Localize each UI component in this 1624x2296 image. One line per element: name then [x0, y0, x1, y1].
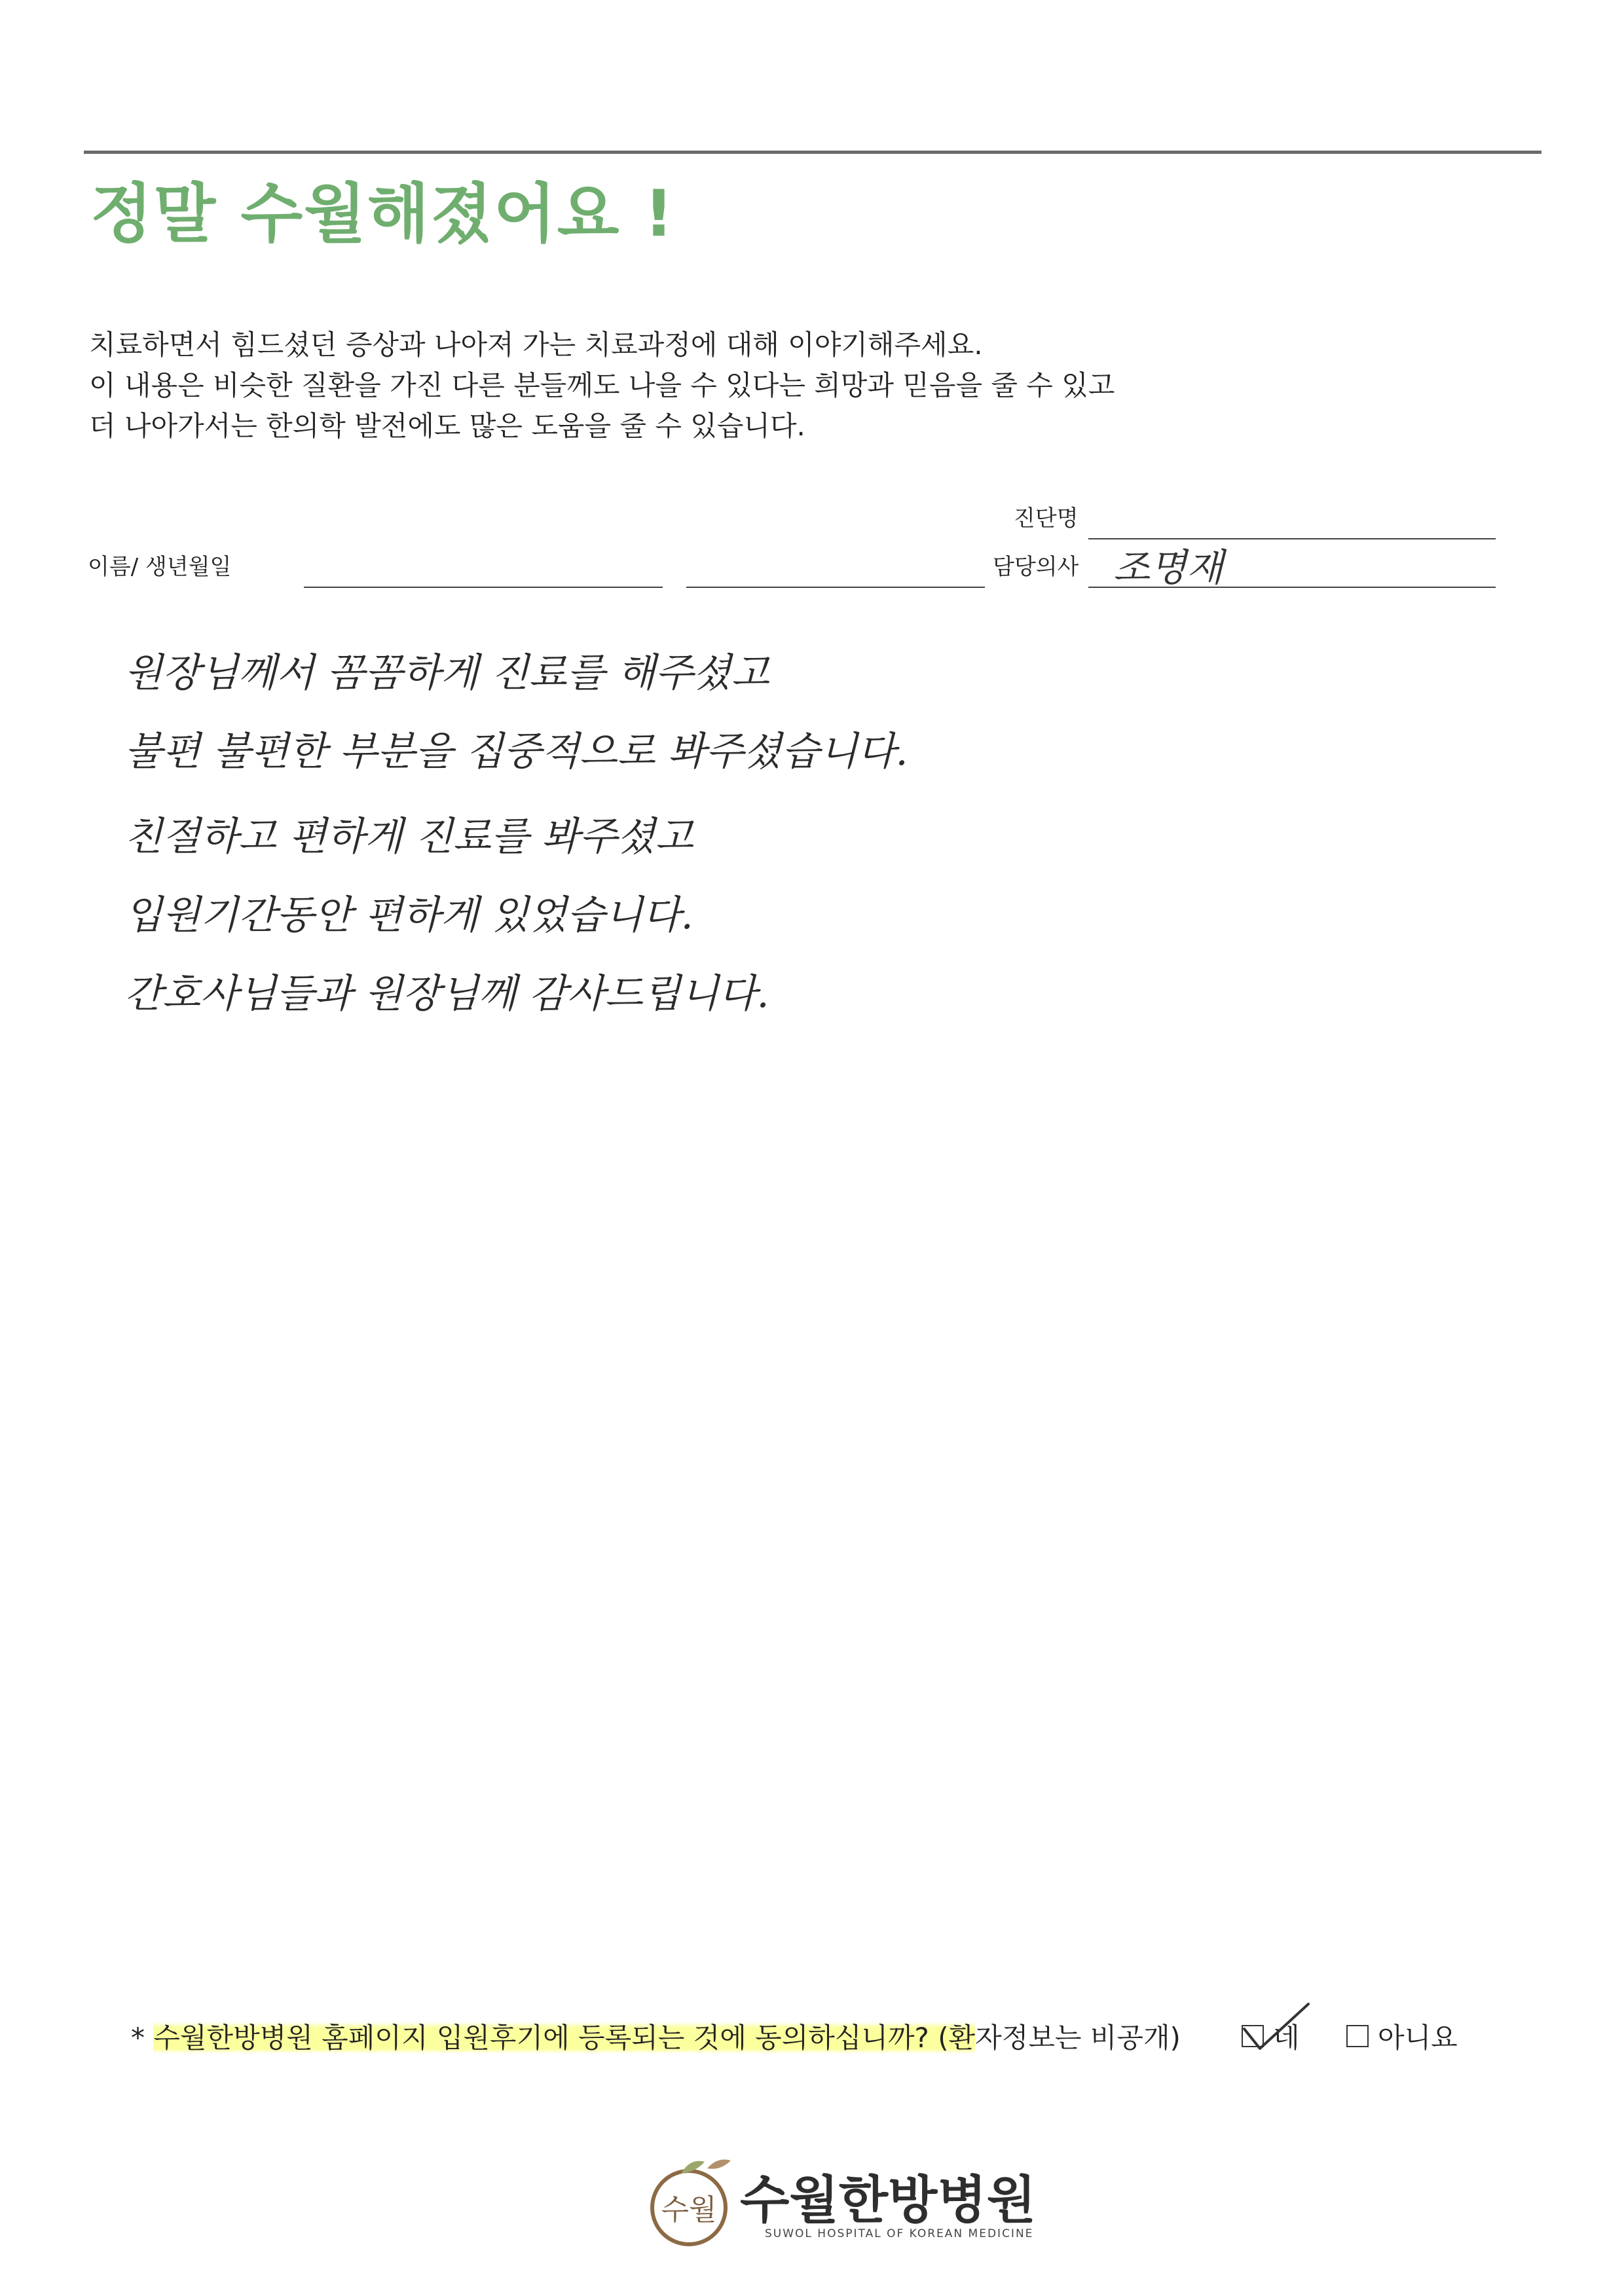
review-line: 불편 불편한 부분을 집중적으로 봐주셨습니다.: [124, 729, 908, 774]
intro-line: 치료하면서 힘드셨던 증상과 나아져 가는 치료과정에 대해 이야기해주세요.: [89, 329, 983, 361]
page-title: 정말 수월해졌어요 !: [90, 177, 675, 251]
yes-label: 네: [1273, 2022, 1300, 2054]
no-checkbox[interactable]: [1346, 2025, 1369, 2047]
birthdate-field[interactable]: [686, 587, 985, 588]
name-field[interactable]: [304, 587, 663, 588]
top-rule: [84, 151, 1541, 154]
intro-line: 더 나아가서는 한의학 발전에도 많은 도움을 줄 수 있습니다.: [89, 410, 805, 442]
consent-question-rest: 자정보는 비공개): [975, 2022, 1181, 2054]
no-label: 아니요: [1378, 2022, 1458, 2054]
review-line: 간호사님들과 원장님께 감사드립니다.: [124, 971, 769, 1017]
consent-yes-option[interactable]: [1242, 2016, 1300, 2056]
hospital-emblem-icon: [642, 2154, 740, 2252]
review-line: 친절하고 편하게 진료를 봐주셨고: [124, 814, 693, 860]
name-label: 이름/ 생년월일: [88, 554, 232, 580]
hospital-logo: [642, 2154, 1037, 2259]
doctor-value: 조명재: [1113, 545, 1224, 590]
check-mark-icon: [1240, 2000, 1312, 2052]
hospital-name-english: SUWOL HOSPITAL OF KOREAN MEDICINE: [765, 2227, 1034, 2240]
consent-question: [131, 2016, 1181, 2056]
diagnosis-label: 진단명: [1014, 505, 1079, 532]
doctor-label: 담당의사: [993, 554, 1079, 580]
hospital-name: 수월한방병원: [740, 2171, 1037, 2230]
review-line: 원장님께서 꼼꼼하게 진료를 해주셨고: [124, 650, 769, 696]
intro-line: 이 내용은 비슷한 질환을 가진 다른 분들께도 나을 수 있다는 희망과 믿음을 줄 수 있고: [89, 369, 1115, 401]
consent-bullet: *: [131, 2022, 145, 2054]
consent-no-option[interactable]: [1346, 2016, 1458, 2056]
review-line: 입원기간동안 편하게 있었습니다.: [124, 892, 693, 938]
consent-question-highlighted: 수월한방병원 홈페이지 입원후기에 등록되는 것에 동의하십니까? (환: [153, 2022, 976, 2054]
emblem-text: 수월: [661, 2193, 717, 2227]
intro-text: [89, 325, 1115, 446]
yes-checkbox[interactable]: [1242, 2025, 1264, 2047]
